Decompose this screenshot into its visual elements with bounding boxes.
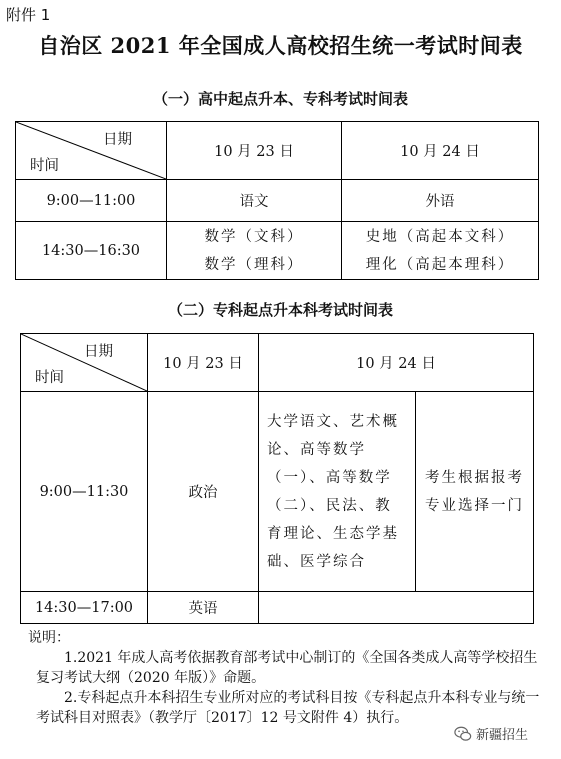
subject-line: 论、高等数学 xyxy=(267,441,366,458)
subject-line: （一）、高等数学 xyxy=(267,469,392,486)
column-header-day2: 10 月 24 日 xyxy=(259,334,534,392)
subject-line: （二）、民法、教 xyxy=(267,497,392,514)
time-cell: 9:00—11:00 xyxy=(16,180,167,222)
time-cell: 9:00—11:30 xyxy=(21,392,148,592)
subject-cell xyxy=(342,222,539,280)
attachment-label: 附件 1 xyxy=(6,6,51,24)
note-cell xyxy=(416,392,534,592)
time-cell: 14:30—17:00 xyxy=(21,592,148,624)
subject-cell: 政治 xyxy=(148,392,259,592)
subject-cell: 外语 xyxy=(342,180,539,222)
subject-cell: 英语 xyxy=(148,592,259,624)
subject-line: 理化（高起本理科） xyxy=(365,256,515,273)
subject-line: 础、医学综合 xyxy=(267,553,366,570)
page-title: 自治区 2021 年全国成人高校招生统一考试时间表 xyxy=(38,33,523,58)
schedule-table-2 xyxy=(20,333,534,624)
note-line: 专业选择一门 xyxy=(425,497,524,514)
subject-cell: 语文 xyxy=(167,180,342,222)
column-header-day1: 10 月 23 日 xyxy=(148,334,259,392)
notes-heading: 说明： xyxy=(28,630,70,646)
notes xyxy=(28,628,541,728)
wechat-icon xyxy=(454,725,472,743)
subject-line: 育理论、生态学基 xyxy=(267,525,399,542)
column-header-day1: 10 月 23 日 xyxy=(167,122,342,180)
note-item: 2.专科起点升本科招生专业所对应的考试科目按《专科起点升本科专业与统一考试科目对照表》（教学厅〔2017〕12 号文附件 4）执行。 xyxy=(36,690,540,726)
section1-heading: （一）高中起点升本、专科考试时间表 xyxy=(152,90,408,108)
section2-heading: （二）专科起点升本科考试时间表 xyxy=(167,301,393,319)
time-cell: 14:30—16:30 xyxy=(16,222,167,280)
watermark-text: 新疆招生 xyxy=(476,728,529,743)
date-label: 日期 xyxy=(84,344,113,360)
subject-cell xyxy=(259,592,534,624)
subject-list-cell xyxy=(259,392,416,592)
note-item: 1.2021 年成人高考依据教育部考试中心制订的《全国各类成人高等学校招生复习考试大纲（2020 年版）》命题。 xyxy=(36,650,538,686)
subject-line: 数学（理科） xyxy=(204,256,304,273)
subject-line: 数学（文科） xyxy=(204,228,304,245)
watermark xyxy=(454,724,528,743)
subject-line: 大学语文、艺术概 xyxy=(267,413,399,430)
date-label: 日期 xyxy=(103,132,132,148)
schedule-table-1 xyxy=(15,121,539,280)
subject-cell xyxy=(167,222,342,280)
diagonal-header-cell xyxy=(21,334,148,392)
note-line: 考生根据报考 xyxy=(425,469,524,486)
time-label: 时间 xyxy=(30,158,59,174)
time-label: 时间 xyxy=(35,370,64,386)
diagonal-header-cell xyxy=(16,122,167,180)
column-header-day2: 10 月 24 日 xyxy=(342,122,539,180)
subject-line: 史地（高起本文科） xyxy=(365,228,515,245)
